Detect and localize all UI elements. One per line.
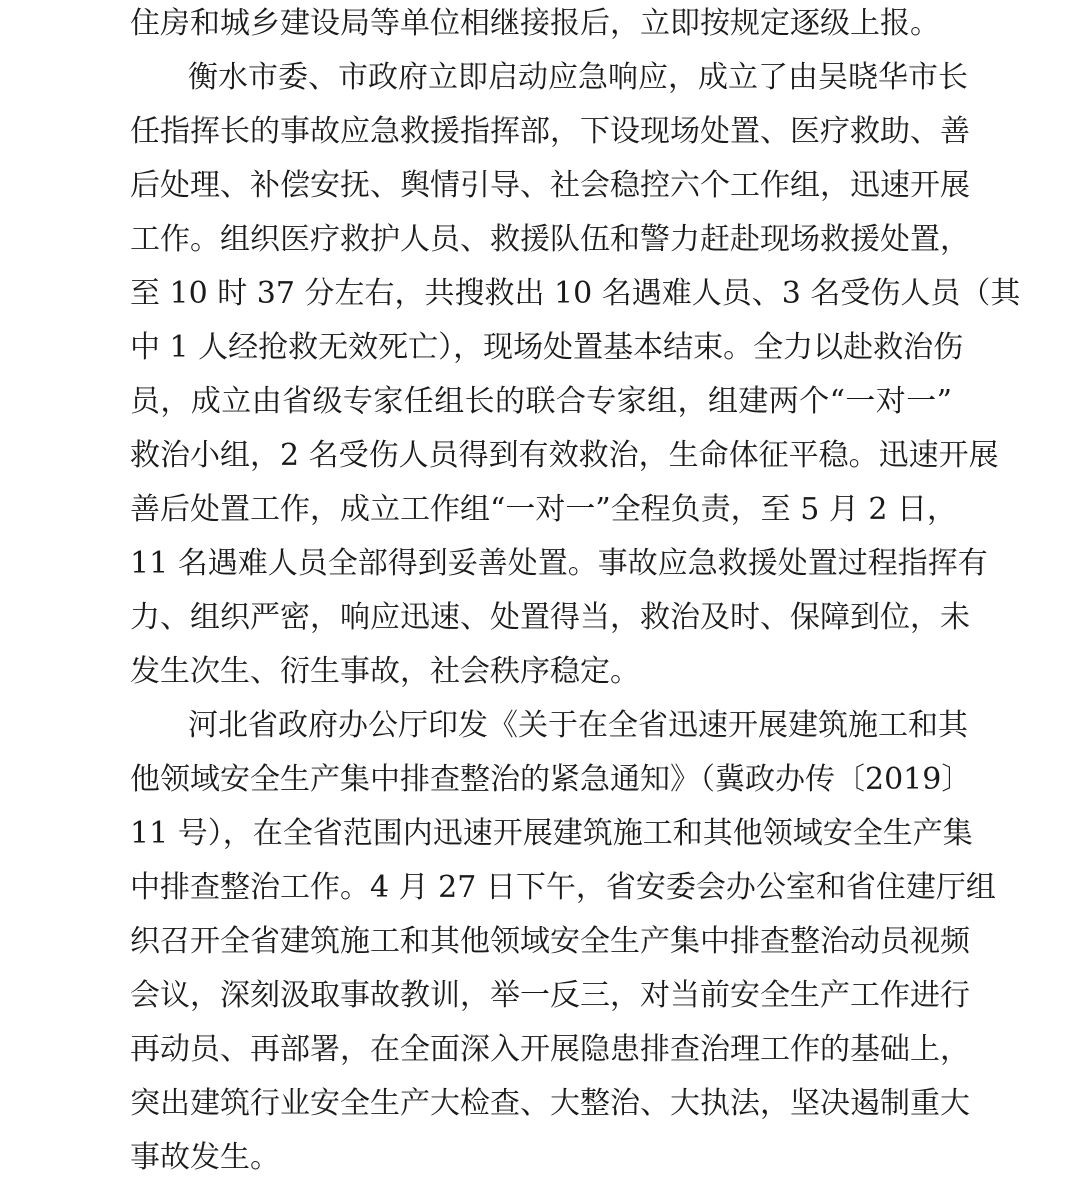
- text-line: 工作。组织医疗救护人员、救援队伍和警力赶赴现场救援处置，: [130, 222, 970, 257]
- text-line: 善后处置工作，成立工作组“一对一”全程负责，至 5 月 2 日，: [130, 492, 957, 527]
- text-line: 中排查整治工作。4 月 27 日下午，省安委会办公室和省住建厅组: [130, 870, 996, 905]
- text-line: 后处理、补偿安抚、舆情引导、社会稳控六个工作组，迅速开展: [130, 168, 970, 203]
- text-line: 中 1 人经抢救无效死亡），现场处置基本结束。全力以赴救治伤: [130, 330, 964, 365]
- text-line: 11 号），在全省范围内迅速开展建筑施工和其他领域安全生产集: [130, 816, 973, 851]
- text-line: 住房和城乡建设局等单位相继接报后，立即按规定逐级上报。: [130, 6, 940, 41]
- text-line: 突出建筑行业安全生产大检查、大整治、大执法，坚决遏制重大: [130, 1086, 970, 1121]
- text-line: 11 名遇难人员全部得到妥善处置。事故应急救援处置过程指挥有: [130, 546, 988, 581]
- text-line: 任指挥长的事故应急救援指挥部，下设现场处置、医疗救助、善: [130, 114, 970, 149]
- text-line: 至 10 时 37 分左右，共搜救出 10 名遇难人员、3 名受伤人员（其: [130, 276, 1021, 311]
- text-line: 衡水市委、市政府立即启动应急响应，成立了由吴晓华市长: [188, 60, 968, 95]
- text-line: 发生次生、衍生事故，社会秩序稳定。: [130, 654, 640, 689]
- text-line: 事故发生。: [130, 1140, 280, 1175]
- text-line: 河北省政府办公厅印发《关于在全省迅速开展建筑施工和其: [188, 708, 968, 743]
- text-line: 救治小组，2 名受伤人员得到有效救治，生命体征平稳。迅速开展: [130, 438, 999, 473]
- text-line: 再动员、再部署，在全面深入开展隐患排查治理工作的基础上，: [130, 1032, 970, 1067]
- text-line: 力、组织严密，响应迅速、处置得当，救治及时、保障到位，未: [130, 600, 970, 635]
- text-line: 会议，深刻汲取事故教训，举一反三，对当前安全生产工作进行: [130, 978, 970, 1013]
- text-line: 织召开全省建筑施工和其他领域安全生产集中排查整治动员视频: [130, 924, 970, 959]
- text-line: 他领域安全生产集中排查整治的紧急通知》（冀政办传〔2019〕: [130, 762, 972, 797]
- text-line: 员，成立由省级专家任组长的联合专家组，组建两个“一对一”: [130, 384, 952, 419]
